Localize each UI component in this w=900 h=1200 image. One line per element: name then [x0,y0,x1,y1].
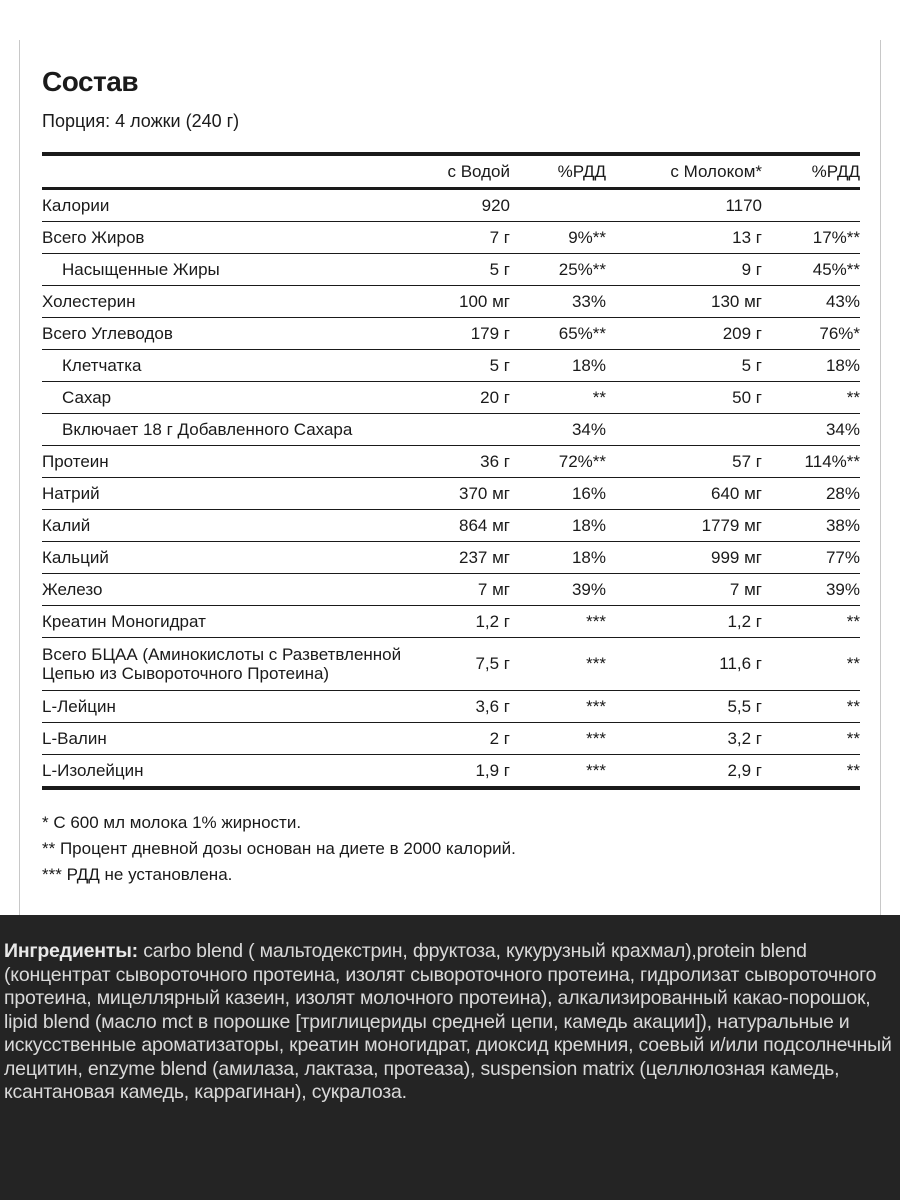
right-border-line [880,40,881,915]
table-row [42,723,860,755]
header-water-rdd: %РДД [510,154,606,189]
water-amount: 20 г [442,382,510,414]
water-rdd: 18% [510,510,606,542]
ingredients-list: carbo blend ( мальтодекстрин, фруктоза, кукурузный крахмал),protein blend (концентрат сывороточного протеина, изолят сывороточного протеина, гидролизат сывороточного протеина, мицеллярный казеин, изолят молочного протеина), алкализированный какао-порошок, lipid blend (масло mct в порошке [триглицериды средней цепи, камедь акации]), натуральные и искусственные ароматизаторы, креатин моногидрат, диоксид кремния, соевый и/или подсолнечный лецитин, enzyme blend (амилаза, лактаза, протеаза), suspension matrix (целлюлозная камедь, ксантановая камедь, каррагинан), сукралоза. [4,940,892,1103]
nutrient-name: L-Валин [42,723,442,755]
table-row [42,691,860,723]
milk-amount: 999 мг [606,542,762,574]
water-rdd: *** [510,691,606,723]
table-row [42,446,860,478]
table-row [42,222,860,254]
water-rdd: 16% [510,478,606,510]
nutrient-name: L-Лейцин [42,691,442,723]
header-milk-rdd: %РДД [762,154,860,189]
header-nutrient [42,154,442,189]
milk-amount: 1779 мг [606,510,762,542]
water-amount: 7,5 г [442,638,510,691]
table-row [42,254,860,286]
water-amount: 920 [442,189,510,222]
water-amount: 3,6 г [442,691,510,723]
table-row [42,350,860,382]
nutrient-name: Калории [42,189,442,222]
water-amount: 7 г [442,222,510,254]
nutrient-name: Всего Жиров [42,222,442,254]
milk-rdd: ** [762,606,860,638]
milk-rdd: 34% [762,414,860,446]
milk-amount [606,414,762,446]
milk-amount: 9 г [606,254,762,286]
water-amount: 7 мг [442,574,510,606]
milk-amount: 1170 [606,189,762,222]
milk-amount: 13 г [606,222,762,254]
milk-rdd: ** [762,382,860,414]
water-rdd: *** [586,760,606,780]
water-amount: 864 мг [442,510,510,542]
milk-rdd: ** [846,760,860,780]
water-rdd: *** [510,723,606,755]
water-amount: 100 мг [442,286,510,318]
table-row [42,382,860,414]
milk-amount: 130 мг [606,286,762,318]
milk-rdd: 18% [762,350,860,382]
milk-rdd: 76%* [762,318,860,350]
footnote-daily-value: ** Процент дневной дозы основан на диете в 2000 калорий. [42,839,516,858]
milk-amount: 3,2 г [606,723,762,755]
milk-amount: 2,9 г [727,760,762,780]
milk-rdd: 17%** [762,222,860,254]
table-row [42,286,860,318]
footnote-milk: * С 600 мл молока 1% жирности. [42,813,302,832]
header-with-milk: с Молоком* [606,154,762,189]
water-rdd: *** [510,638,606,691]
milk-rdd: 77% [762,542,860,574]
water-rdd: 34% [510,414,606,446]
table-row [42,189,860,222]
milk-rdd: 114%** [762,446,860,478]
milk-amount: 640 мг [606,478,762,510]
ingredients-panel [0,915,900,1200]
composition-title: Состав [42,66,139,97]
nutrient-name: Клетчатка [42,350,442,382]
water-rdd: 65%** [510,318,606,350]
water-amount: 1,9 г [475,760,510,780]
water-amount: 5 г [442,254,510,286]
nutrient-name: Включает 18 г Добавленного Сахара [42,414,510,446]
nutrition-facts-panel [42,62,860,780]
water-rdd: 39% [510,574,606,606]
milk-amount: 1,2 г [606,606,762,638]
table-row [42,414,860,446]
water-rdd: 33% [510,286,606,318]
milk-rdd: ** [762,638,860,691]
milk-rdd: 39% [762,574,860,606]
water-amount: 1,2 г [442,606,510,638]
table-row [42,478,860,510]
water-rdd: 9%** [510,222,606,254]
header-with-water: с Водой [442,154,510,189]
nutrition-table [42,152,860,790]
milk-rdd [762,189,860,222]
footnote-rdd-not-set: *** РДД не установлена. [42,865,233,884]
water-rdd: 18% [510,542,606,574]
milk-rdd: ** [762,723,860,755]
nutrient-name: Креатин Моногидрат [42,606,442,638]
table-row [42,755,860,789]
milk-amount: 11,6 г [606,638,762,691]
water-rdd: 72%** [510,446,606,478]
water-rdd: 25%** [510,254,606,286]
left-border-line [19,40,20,915]
table-row [42,638,860,691]
water-amount: 5 г [442,350,510,382]
serving-size: Порция: 4 ложки (240 г) [42,111,240,131]
milk-amount: 7 мг [606,574,762,606]
water-amount: 370 мг [442,478,510,510]
footnotes [42,810,516,888]
water-rdd: ** [510,382,606,414]
nutrient-name: Протеин [42,446,442,478]
table-row [42,510,860,542]
nutrient-name: Насыщенные Жиры [42,254,442,286]
nutrient-name: Натрий [42,478,442,510]
milk-rdd: 45%** [762,254,860,286]
nutrient-name: Кальций [42,542,442,574]
water-amount: 179 г [442,318,510,350]
water-rdd: 18% [510,350,606,382]
table-row [42,542,860,574]
table-row [42,318,860,350]
water-amount: 2 г [442,723,510,755]
milk-rdd: 38% [762,510,860,542]
milk-amount: 5 г [606,350,762,382]
water-rdd: *** [510,606,606,638]
table-row [42,606,860,638]
milk-rdd: ** [762,691,860,723]
nutrient-name: L-Изолейцин [42,760,144,780]
milk-amount: 57 г [606,446,762,478]
nutrient-name: Всего Углеводов [42,318,442,350]
milk-amount: 5,5 г [606,691,762,723]
table-row [42,574,860,606]
table-header-row [42,154,860,189]
nutrient-name: Холестерин [42,286,442,318]
nutrient-name: Калий [42,510,442,542]
water-amount: 237 мг [442,542,510,574]
milk-rdd: 28% [762,478,860,510]
nutrient-name: Железо [42,574,442,606]
milk-amount: 50 г [606,382,762,414]
milk-rdd: 43% [762,286,860,318]
nutrient-name: Всего БЦАА (Аминокислоты с Разветвленной Цепью из Сывороточного Протеина) [42,638,442,691]
ingredients-text [4,940,894,1105]
milk-amount: 209 г [606,318,762,350]
nutrient-name: Сахар [42,382,442,414]
ingredients-label: Ингредиенты: [4,940,138,962]
water-amount: 36 г [442,446,510,478]
water-rdd [510,189,606,222]
